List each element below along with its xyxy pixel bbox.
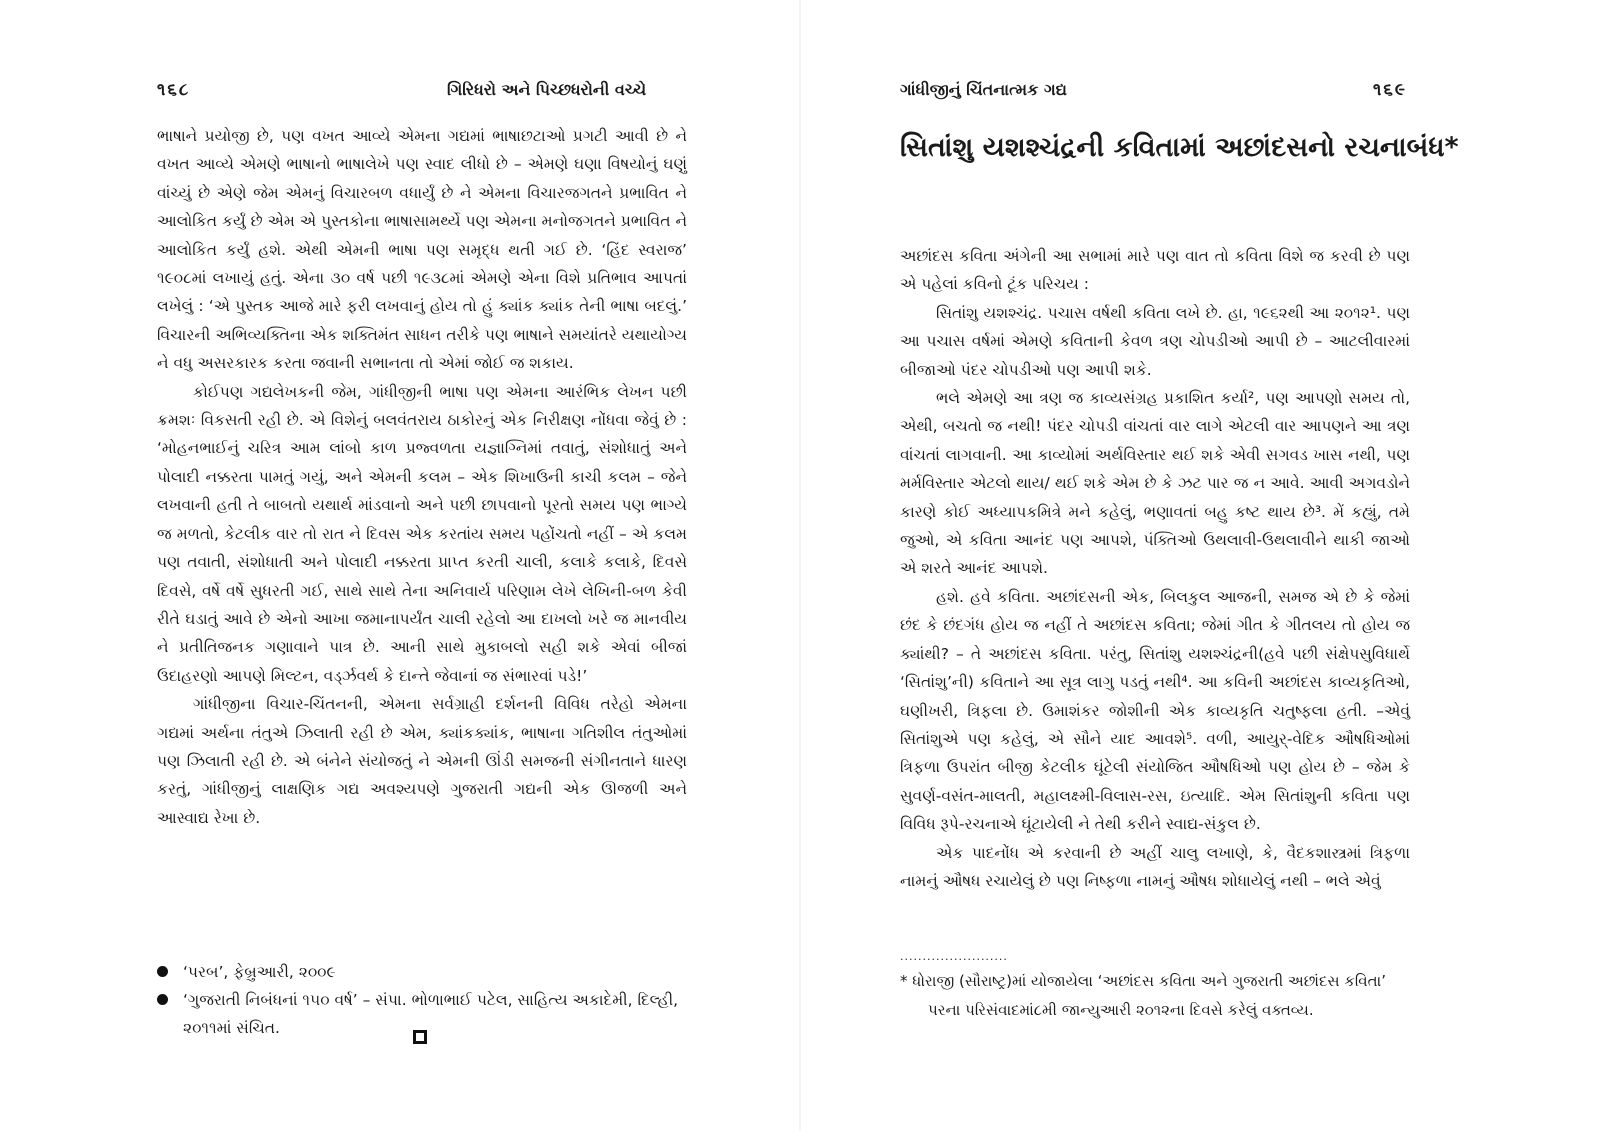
right-paragraph-5: એક પાદનોંધ એ કરવાની છે અહીં ચાલુ લખાણે, કે, વૈદકશાસ્ત્રમાં ત્રિફળા નામનું ઔષધ રચાયેલું છે પણ નિષ્ફળા નામનું ઔષધ શોધાયેલું નથી – ભલે એવું — [900, 843, 1410, 890]
right-body-text — [900, 242, 1410, 895]
bullet-icon — [157, 966, 168, 977]
footnote-line-2: પરના પરિસંવાદમાં૮મી જાન્યુઆરી ૨૦૧૨ના દિવસે કરેલું વક્તવ્ય. — [928, 1001, 1314, 1019]
footnote — [900, 967, 1460, 1025]
left-paragraph-3: ગાંધીજીના વિચાર-ચિંતનની, એમના સર્વગ્રાહી દર્શનની વિવિધ તરેહો એમના ગદ્યમાં અર્થના તંતુએ ઝિલાતી રહી છે એમ, ક્યાંકક્યાંક, ભાષાના ગતિશીલ તંતુઓમાં પણ ઝિલાતી રહી છે. એ બંનેને સંયોજતું ને એમની ઊંડી સમજની સંગીનતાને ધારણ કરતું, ગાંધીજીનું લાક્ષણિક ગદ્ય અવશ્યપણે ગુજરાતી ગદ્યની એક ઊજળી અને આસ્વાદ્ય રેખા છે. — [157, 695, 687, 827]
right-paragraph-4: હશે. હવે કવિતા. અછાંદસની એક, બિલકુલ આજની, સમજ એ છે કે જેમાં છંદ કે છંદગંધ હોય જ નહીં તે અછાંદસ કવિતા; જેમાં ગીત કે ગીતલય તો હોય જ ક્યાંથી? – તે અછાંદસ કવિતા. પરંતુ, સિતાંશુ યશશ્ચંદ્રની(હવે પછી સંક્ષેપસુવિધાર્થે ‘સિતાંશુ’ની) કવિતાને આ સૂત્ર લાગુ પડતું નથી⁴. આ કવિની અછાંદસ કાવ્યકૃતિઓ, ઘણીખરી, ત્રિફલા છે. ઉમાશંકર જોશીની એક કાવ્યકૃતિ ચતુષ્ફલા હતી. –એવું સિતાંશુએ પણ કહેલું, એ સૌને યાદ આવશે⁵. વળી, આયુર્-વેદિક ઔષધિઓમાં ત્રિફળા ઉપરાંત બીજી કેટલીક ઘૂંટેલી સંયોજિત ઔષધિઓ પણ હોય છે – જેમ કે સુવર્ણ-વસંત-માલતી, મહાલક્ષ્મી-વિલાસ-રસ, ઇત્યાદિ. એમ સિતાંશુની કવિતા પણ વિવિધ રૂપે-રચનાએ ઘૂંટાયેલી ને તેથી કરીને સ્વાદ્ય-સંકુલ છે. — [900, 587, 1410, 834]
left-paragraph-2: કોઈપણ ગદ્યલેખકની જેમ, ગાંધીજીની ભાષા પણ એમના આરંભિક લેખન પછી ક્રમશઃ વિકસતી રહી છે. એ વિશેનું બલવંતરાય ઠાકોરનું એક નિરીક્ષણ નોંધવા જેવું છે : ‘મોહનભાઈનું ચરિત્ર આમ લાંબો કાળ પ્રજ્વળતા યજ્ઞાગ્નિમાં તવાતું, સંશોધાતું અને પોલાદી નક્કરતા પામતું ગયું, અને એમની કલમ – એક શિખાઉની કાચી કલમ – જેને લખવાની હતી તે બાબતો યથાર્થ માંડવાનો અને પછી છાપવાનો પૂરતો સમય પણ ભાગ્યે જ મળતો, કેટલીક વાર તો રાત ને દિવસ એક કરતાંય સમય પહોંચતો નહીં – એ કલમ પણ તવાતી, સંશોધાતી અને પોલાદી નક્કરતા પ્રાપ્ત કરતી ચાલી, કલાકે કલાકે, દિવસે દિવસે, વર્ષે વર્ષે સુધરતી ગઈ, સાથે સાથે તેના અનિવાર્ય પરિણામ લેખે લેખિની-બળ કેવી રીતે ઘડાતું આવે છે એનો આખા જમાનાપર્યંત ચાલી રહેલો આ દાખલો ખરે જ માનવીય ને પ્રતીતિજનક ગણાવાને પાત્ર છે. આની સાથે મુકાબલો સહી શકે એવાં બીજાં ઉદાહરણો આપણે મિલ્ટન, વર્ડ્ઝવર્થ કે દાન્તે જેવાનાં જ સંભારવાં પડે!’ — [157, 382, 687, 685]
source-note — [157, 958, 687, 986]
source-note-text: ‘ગુજરાતી નિબંધનાં ૧૫૦ વર્ષ’ – સંપા. ભોળાભાઈ પટેલ, સાહિત્ય અકાદેમી, દિલ્હી, ૨૦૧૧માં સંચિત. — [183, 991, 679, 1037]
right-page — [800, 0, 1600, 1131]
left-running-title: ગિરિધરો અને પિચ્છધરોની વચ્ચે — [447, 80, 647, 99]
right-page-number: ૧૬૯ — [1373, 80, 1407, 100]
chapter-title: સિતાંશુ યશશ્ચંદ્રની કવિતામાં અછાંદસનો રચનાબંધ* — [900, 132, 1459, 163]
right-paragraph-3: ભલે એમણે આ ત્રણ જ કાવ્યસંગ્રહ પ્રકાશિત કર્યા², પણ આપણો સમય તો, એથી, બચતો જ નથી! પંદર ચોપડી વાંચતાં વાર લાગે એટલી વાર આપણને આ ત્રણ વાંચતાં લાગવાની. આ કાવ્યોમાં અર્થવિસ્તાર થઈ શકે એવી સગવડ ખાસ નથી, પણ મર્મવિસ્તાર એટલો થાય/ થઈ શકે એમ છે કે ઝટ પાર જ ન આવે. આવી અગવડોને કારણે કોઈ અધ્યાપકમિત્રે મને કહેલું, ભણાવતાં બહુ કષ્ટ થાય છે³. મેં કહ્યું, તમે જુઓ, એ કવિતા આનંદ પણ આપશે, પંક્તિઓ ઉથલાવી-ઉથલાવીને થાકી જાઓ એ શરતે આનંદ આપશે. — [900, 389, 1410, 578]
left-body-text — [157, 122, 687, 832]
right-paragraph-2: સિતાંશુ યશશ્ચંદ્ર. પચાસ વર્ષથી કવિતા લખે છે. હા, ૧૯૬૨થી આ ૨૦૧૨¹. પણ આ પચાસ વર્ષમાં એમણે કવિતાની કેવળ ત્રણ ચોપડીઓ આપી છે – આટલીવારમાં બીજાઓ પંદર ચોપડીઓ પણ આપી શકે. — [900, 303, 1410, 379]
footnote-separator: ........................ — [900, 950, 1008, 963]
end-of-chapter-square-icon — [413, 1030, 427, 1044]
left-page-number: ૧૬૮ — [157, 80, 191, 100]
right-running-title: ગાંધીજીનું ચિંતનાત્મક ગદ્ય — [900, 80, 1067, 99]
footnote-line-1: * ધોરાજી (સૌરાષ્ટ્ર)માં યોજાયેલા ‘અછાંદસ કવિતા અને ગુજરાતી અછાંદસ કવિતા’ — [900, 972, 1386, 990]
left-paragraph-1: ભાષાને પ્રયોજી છે, પણ વખત આવ્યે એમના ગદ્યમાં ભાષાછટાઓ પ્રગટી આવી છે ને વખત આવ્યે એમણે ભાષાનો ભાષાલેખે પણ સ્વાદ લીધો છે – એમણે ઘણા વિષયોનું ઘણું વાંચ્યું છે એણે જેમ એમનું વિચારબળ વધાર્યું છે ને એમના વિચારજગતને પ્રભાવિત ને આલોકિત કર્યું છે એમ એ પુસ્તકોના ભાષાસામર્થ્યે પણ એમના મનોજગતને પ્રભાવિત ને આલોકિત કર્યું હશે. એથી એમની ભાષા પણ સમૃદ્ધ થતી ગઈ છે. ‘હિંદ સ્વરાજ’ ૧૯૦૮માં લખાયું હતું. એના ૩૦ વર્ષ પછી ૧૯૩૮માં એમણે એના વિશે પ્રતિભાવ આપતાં લખેલું : ‘એ પુસ્તક આજે મારે ફરી લખવાનું હોય તો હું ક્યાંક ક્યાંક તેની ભાષા બદલું.’ વિચારની અભિવ્યક્તિના એક શક્તિમંત સાધન તરીકે પણ ભાષાને સમયાંતરે યથાયોગ્ય ને વધુ અસરકારક કરતા જવાની સભાનતા તો એમાં જોઈ જ શકાય. — [157, 127, 687, 373]
bullet-icon — [157, 994, 168, 1005]
source-note-text: ‘પરબ’, ફેબ્રુઆરી, ૨૦૦૯ — [183, 963, 336, 981]
right-paragraph-1: અછાંદસ કવિતા અંગેની આ સભામાં મારે પણ વાત તો કવિતા વિશે જ કરવી છે પણ એ પહેલાં કવિનો ટૂંક પરિચય : — [900, 247, 1410, 294]
